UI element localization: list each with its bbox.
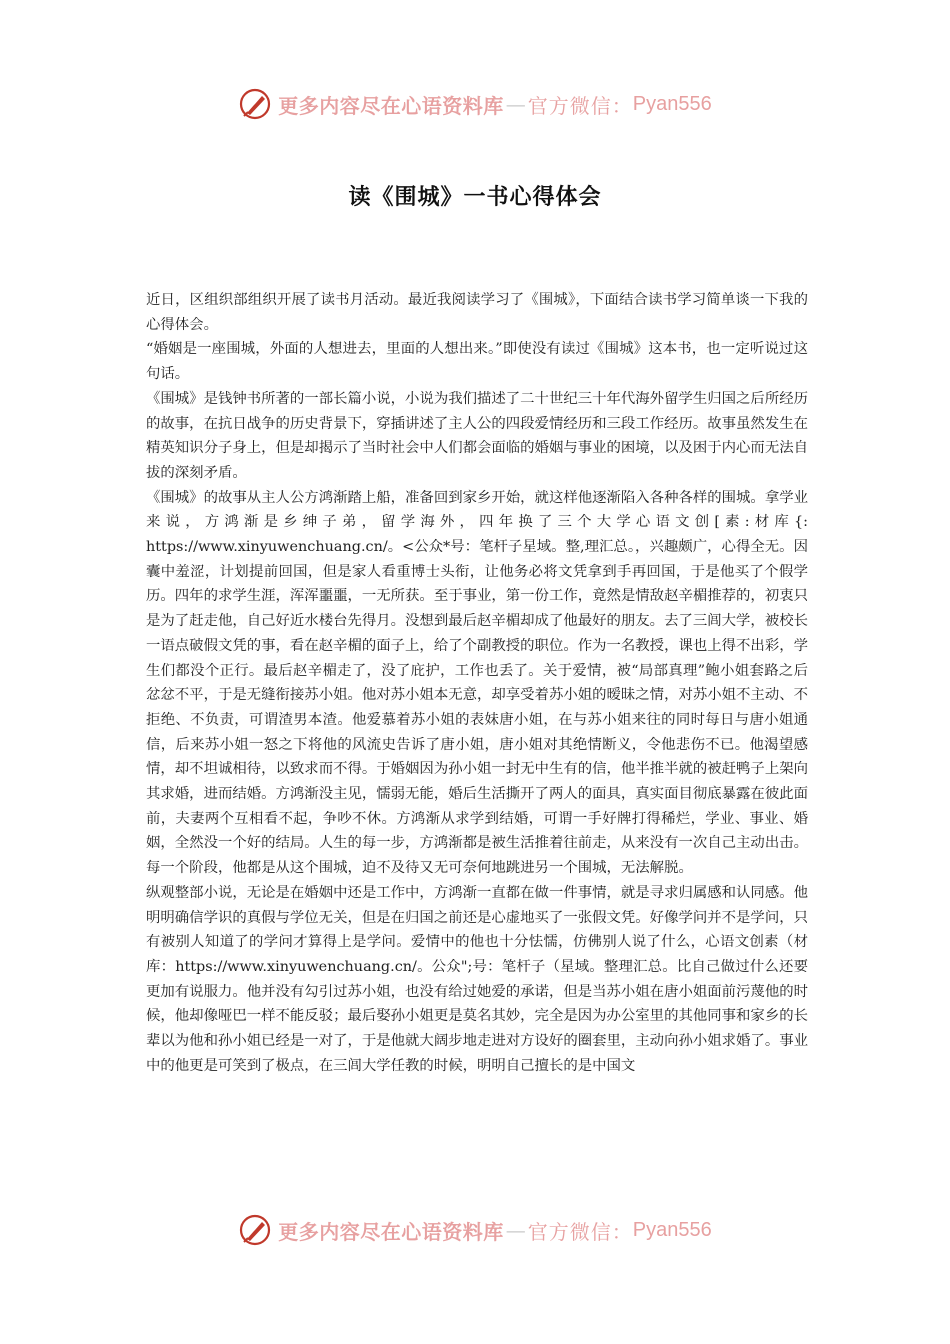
banner-wechat-label: 官方微信： [527, 93, 633, 118]
banner-wechat-id: Pyan556 [632, 1218, 712, 1241]
pen-circle-logo-icon [238, 1213, 272, 1247]
banner-separator: — [505, 92, 526, 116]
banner-wechat-label: 官方微信： [527, 1219, 633, 1244]
pen-circle-logo-icon [238, 87, 272, 121]
header-banner [0, 84, 950, 124]
banner-text: 更多内容尽在心语资料库 [278, 1219, 504, 1244]
document-body [146, 288, 808, 1079]
footer-banner [0, 1210, 950, 1250]
paragraph: “婚姻是一座围城，外面的人想进去，里面的人想出来。”即使没有读过《围城》这本书，也一定听说过这句话。 [146, 341, 808, 383]
paragraph: 《围城》的故事从主人公方鸿渐踏上船，准备回到家乡开始，就这样他逐渐陷入各种各样的围城。拿学业来说，方鸿渐是乡绅子弟，留学海外，四年换了三个大学心语文创[素:材库{: https://www.xinyuwenchuang.cn/。<公众*号：笔杆子星域。整,理汇总。，兴趣颇广，心得全无。因囊中羞涩，计划提前回国，但是家人看重博士头衔，让他务必将文凭拿到手再回国，于是他买了个假学历。四年的求学生涯，浑浑噩噩，一无所获。至于事业，第一份工作，竟然是情敌赵辛楣推荐的，初衷只是为了赶走他，自己好近水楼台先得月。没想到最后赵辛楣却成了他最好的朋友。去了三闾大学，被校长一语点破假文凭的事，看在赵辛楣的面子上，给了个副教授的职位。作为一名教授，课也上得不出彩，学生们都没个正行。最后赵辛楣走了，没了庇护，工作也丢了。关于爱情，被“局部真理”鲍小姐套路之后忿忿不平，于是无缝衔接苏小姐。他对苏小姐本无意，却享受着苏小姐的暧昧之情，对苏小姐不主动、不拒绝、不负责，可谓渣男本渣。他爱慕着苏小姐的表妹唐小姐，在与苏小姐来往的同时每日与唐小姐通信，后来苏小姐一怒之下将他的风流史告诉了唐小姐，唐小姐对其绝情断义，令他悲伤不已。他渴望感情，却不坦诚相待，以致求而不得。于婚姻因为孙小姐一封无中生有的信，他半推半就的被赶鸭子上架向其求婚，进而结婚。方鸿渐没主见，懦弱无能，婚后生活撕开了两人的面具，真实面目彻底暴露在彼此面前，夫妻两个互相看不起，争吵不休。方鸿渐从求学到结婚，可谓一手好牌打得稀烂，学业、事业、婚姻，全然没一个好的结局。人生的每一步，方鸿渐都是被生活推着往前走，从来没有一次自己主动出击。每一个阶段，他都是从这个围城，迫不及待又无可奈何地跳进另一个围城，无法解脱。 [146, 489, 808, 877]
paragraph: 近日，区组织部组织开展了读书月活动。最近我阅读学习了《围城》，下面结合读书学习简单谈一下我的心得体会。 [146, 292, 808, 333]
banner-text: 更多内容尽在心语资料库 [278, 93, 504, 118]
banner-wechat-id: Pyan556 [632, 92, 712, 115]
document-title: 读《围城》一书心得体会 [348, 184, 602, 210]
banner-separator: — [505, 1218, 526, 1242]
paragraph: 纵观整部小说，无论是在婚姻中还是工作中，方鸿渐一直都在做一件事情，就是寻求归属感和认同感。他明明确信学识的真假与学位无关，但是在归国之前还是心虚地买了一张假文凭。好像学问并不是学问，只有被别人知道了的学问才算得上是学问。爱情中的他也十分怯懦，仿佛别人说了什么，心语文创素（材库：https://www.xinyuwenchuang.cn/。公众";号：笔杆子（星域。整理汇总。比自己做过什么还要更加有说服力。他并没有勾引过苏小姐，也没有给过她爱的承诺，但是当苏小姐在唐小姐面前污蔑他的时候，他却像哑巴一样不能反驳；最后娶孙小姐更是莫名其妙，完全是因为办公室里的其他同事和家乡的长辈以为他和孙小姐已经是一对了，于是他就大阔步地走进对方设好的圈套里，主动向孙小姐求婚了。事业中的他更是可笑到了极点，在三闾大学任教的时候，明明自己擅长的是中国文 [146, 884, 808, 1074]
paragraph: 《围城》是钱钟书所著的一部长篇小说，小说为我们描述了二十世纪三十年代海外留学生归国之后所经历的故事，在抗日战争的历史背景下，穿插讲述了主人公的四段爱情经历和三段工作经历。故事虽然发生在精英知识分子身上，但是却揭示了当时社会中人们都会面临的婚姻与事业的困境，以及困于内心而无法自拔的深刻矛盾。 [146, 390, 808, 481]
